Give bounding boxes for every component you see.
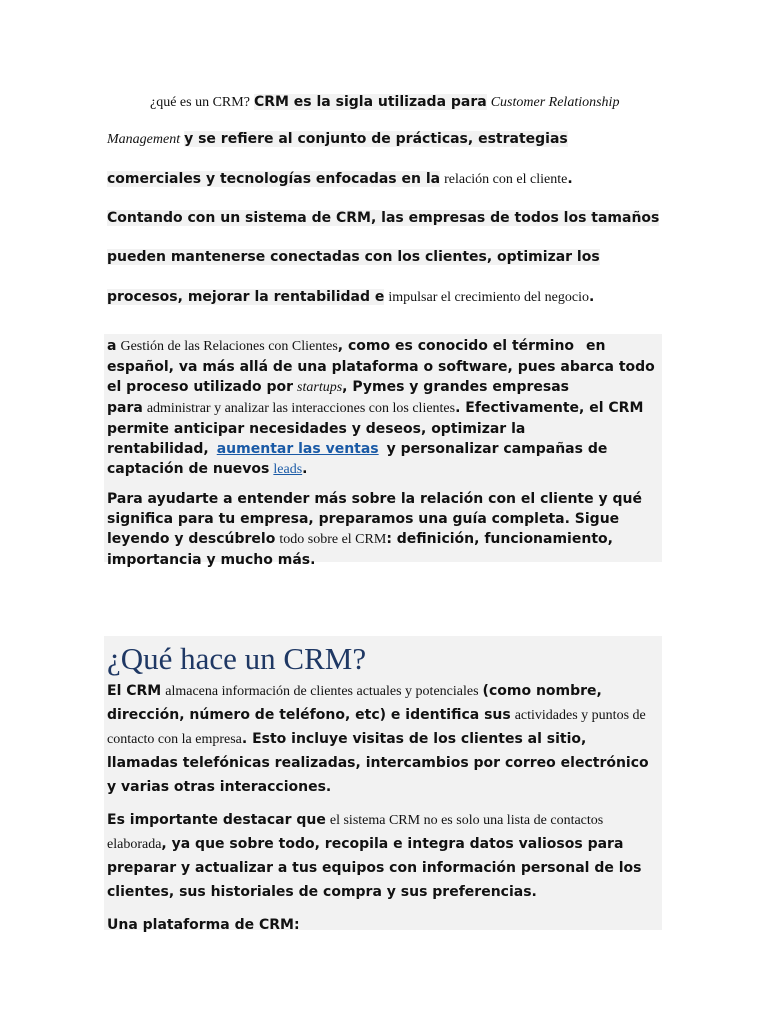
text: , ya que sobre todo, recopila e integra datos valiosos para (161, 836, 624, 852)
text-serif: el sistema CRM no es solo una lista de contactos (329, 813, 604, 828)
intro-text-serif: impulsar el crecimiento del negocio (388, 290, 589, 305)
intro-text: pueden mantenerse conectadas con los clientes, optimizar los (107, 249, 600, 265)
text-serif: elaborada (107, 837, 162, 852)
text: español, va más allá de una plataforma o software, pues abarca todo (107, 359, 655, 375)
intro-line-4 (107, 207, 659, 229)
text: para (107, 400, 143, 416)
text: . Esto incluye visitas de los clientes al sitio, (241, 731, 587, 747)
text-italic: startups (297, 380, 343, 395)
text: en (586, 338, 606, 354)
text-serif: Gestión de las Relaciones con Clientes (120, 339, 338, 354)
text: dirección, número de teléfono, etc) e identifica sus (107, 707, 511, 723)
text: preparar y actualizar a tus equipos con información personal de los (107, 860, 642, 876)
leads-link[interactable]: leads (273, 462, 303, 477)
text: clientes, sus historiales de compra y sus preferencias. (107, 884, 537, 900)
intro-text: procesos, mejorar la rentabilidad e (107, 289, 385, 305)
text: llamadas telefónicas realizadas, intercambios por correo electrónico (107, 755, 649, 771)
text-serif: almacena información de clientes actuales y potenciales (165, 684, 479, 699)
text: rentabilidad, (107, 441, 209, 457)
text-serif: todo sobre el CRM (279, 532, 387, 547)
intro-question: ¿qué es un CRM? (150, 95, 250, 110)
intro-line-6 (107, 286, 594, 309)
text: y varias otras interacciones. (107, 779, 332, 795)
section-crm-intro (104, 334, 662, 568)
intro-term-english-cont: Management (107, 132, 181, 147)
text: Una plataforma de CRM: (107, 917, 300, 933)
paragraph (107, 489, 659, 570)
text: , como es conocido el término (337, 338, 575, 354)
intro-line-1 (150, 91, 619, 114)
text: leyendo y descúbrelo (107, 531, 276, 547)
text: permite anticipar necesidades y deseos, optimizar la (107, 421, 526, 437)
intro-line-3 (107, 168, 573, 191)
intro-period: . (567, 171, 573, 187)
text: Para ayudarte a entender más sobre la relación con el cliente y qué (107, 491, 642, 507)
text: . (302, 461, 308, 477)
intro-text-serif: relación con el cliente (444, 172, 568, 187)
intro-text: comerciales y tecnologías enfocadas en la (107, 171, 441, 187)
text: a (107, 338, 117, 354)
text: significa para tu empresa, preparamos una guía completa. Sigue (107, 511, 620, 527)
paragraph (107, 679, 659, 799)
intro-definition-start: CRM es la sigla utilizada para (253, 94, 487, 110)
intro-text: Contando con un sistema de CRM, las empresas de todos los tamaños (107, 210, 660, 226)
section-what-crm-does (104, 636, 662, 933)
paragraph (107, 913, 659, 937)
section-heading: ¿Qué hace un CRM? (107, 641, 367, 676)
text: el proceso utilizado por (107, 379, 294, 395)
text: : definición, funcionamiento, (386, 531, 613, 547)
paragraph (107, 336, 659, 480)
text: captación de nuevos (107, 461, 270, 477)
intro-period: . (588, 289, 595, 305)
paragraph (107, 808, 659, 904)
text-serif: actividades y puntos de (514, 708, 646, 723)
text: Es importante destacar que (107, 812, 326, 828)
text: El CRM (107, 683, 162, 699)
text: , Pymes y grandes empresas (342, 379, 569, 395)
intro-line-2 (107, 128, 568, 151)
intro-term-english: Customer Relationship (490, 95, 620, 110)
text: y personalizar campañas de (386, 441, 608, 457)
text: . Efectivamente, el CRM (455, 400, 644, 416)
text-serif: administrar y analizar las interacciones con los clientes (146, 401, 456, 416)
increase-sales-link[interactable]: aumentar las ventas (216, 441, 379, 457)
intro-line-5 (107, 246, 600, 268)
text: (como nombre, (482, 683, 602, 699)
text-serif: contacto con la empresa (107, 732, 242, 747)
text: importancia y mucho más. (107, 552, 316, 568)
intro-text: y se refiere al conjunto de prácticas, estrategias (184, 131, 568, 147)
